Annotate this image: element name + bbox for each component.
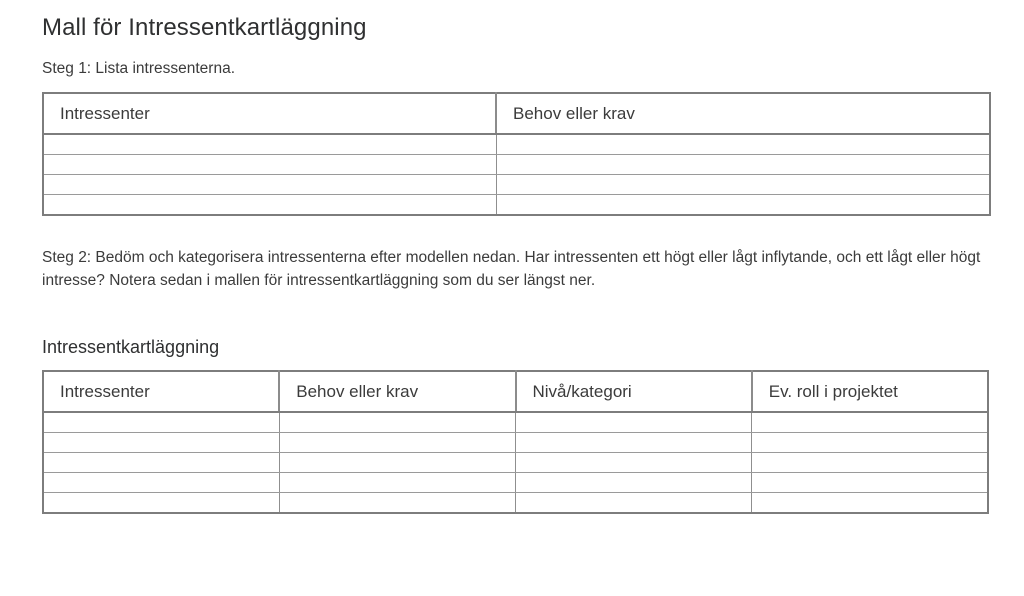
stakeholder-mapping-table-wrapper [42,370,982,514]
stakeholder-mapping-cell[interactable] [43,453,279,473]
stakeholder-mapping-cell[interactable] [752,433,988,453]
stakeholder-mapping-cell[interactable] [279,493,515,514]
table-row [43,473,988,493]
stakeholder-mapping-cell[interactable] [279,453,515,473]
stakeholder-list-column-header: Intressenter [43,93,496,134]
stakeholder-mapping-cell[interactable] [752,473,988,493]
section-title-intressentkartlaggning: Intressentkartläggning [42,336,220,357]
stakeholder-mapping-column-header: Behov eller krav [279,371,515,412]
stakeholder-mapping-cell[interactable] [516,473,752,493]
stakeholder-mapping-header-row [43,371,988,412]
table-row [43,493,988,514]
table-row [43,195,990,216]
stakeholder-list-cell[interactable] [43,195,496,216]
stakeholder-mapping-table [42,370,989,514]
stakeholder-list-table [42,92,991,216]
stakeholder-mapping-cell[interactable] [279,473,515,493]
stakeholder-list-cell[interactable] [496,134,990,155]
stakeholder-mapping-cell[interactable] [516,412,752,433]
table-row [43,155,990,175]
table-row [43,453,988,473]
stakeholder-mapping-cell[interactable] [279,412,515,433]
stakeholder-mapping-cell[interactable] [516,453,752,473]
stakeholder-mapping-cell[interactable] [752,493,988,514]
stakeholder-mapping-cell[interactable] [516,493,752,514]
table-row [43,134,990,155]
stakeholder-list-cell[interactable] [496,155,990,175]
stakeholder-mapping-column-header: Ev. roll i projektet [752,371,988,412]
stakeholder-list-cell[interactable] [496,195,990,216]
stakeholder-list-cell[interactable] [43,155,496,175]
stakeholder-mapping-cell[interactable] [752,453,988,473]
step-1-instruction: Steg 1: Lista intressenterna. [42,59,236,77]
stakeholder-list-column-header: Behov eller krav [496,93,990,134]
table-row [43,433,988,453]
stakeholder-mapping-cell[interactable] [43,473,279,493]
stakeholder-mapping-cell[interactable] [43,433,279,453]
page-title: Mall för Intressentkartläggning [42,14,367,41]
stakeholder-list-cell[interactable] [43,175,496,195]
stakeholder-mapping-column-header: Nivå/kategori [516,371,752,412]
stakeholder-list-cell[interactable] [496,175,990,195]
stakeholder-list-header-row [43,93,990,134]
stakeholder-mapping-column-header: Intressenter [43,371,279,412]
stakeholder-list-cell[interactable] [43,134,496,155]
stakeholder-mapping-cell[interactable] [516,433,752,453]
stakeholder-mapping-cell[interactable] [43,493,279,514]
stakeholder-mapping-cell[interactable] [43,412,279,433]
stakeholder-mapping-cell[interactable] [752,412,988,433]
step-2-instruction: Steg 2: Bedöm och kategorisera intressenterna efter modellen nedan. Har intressenten ett högt eller lågt inflytande, och ett lågt eller högt intresse? Notera sedan i mallen för intressentkartläggning som du ser längst ner. [42,249,981,290]
table-row [43,175,990,195]
stakeholder-mapping-cell[interactable] [279,433,515,453]
stakeholder-list-table-wrapper [42,92,982,216]
table-row [43,412,988,433]
